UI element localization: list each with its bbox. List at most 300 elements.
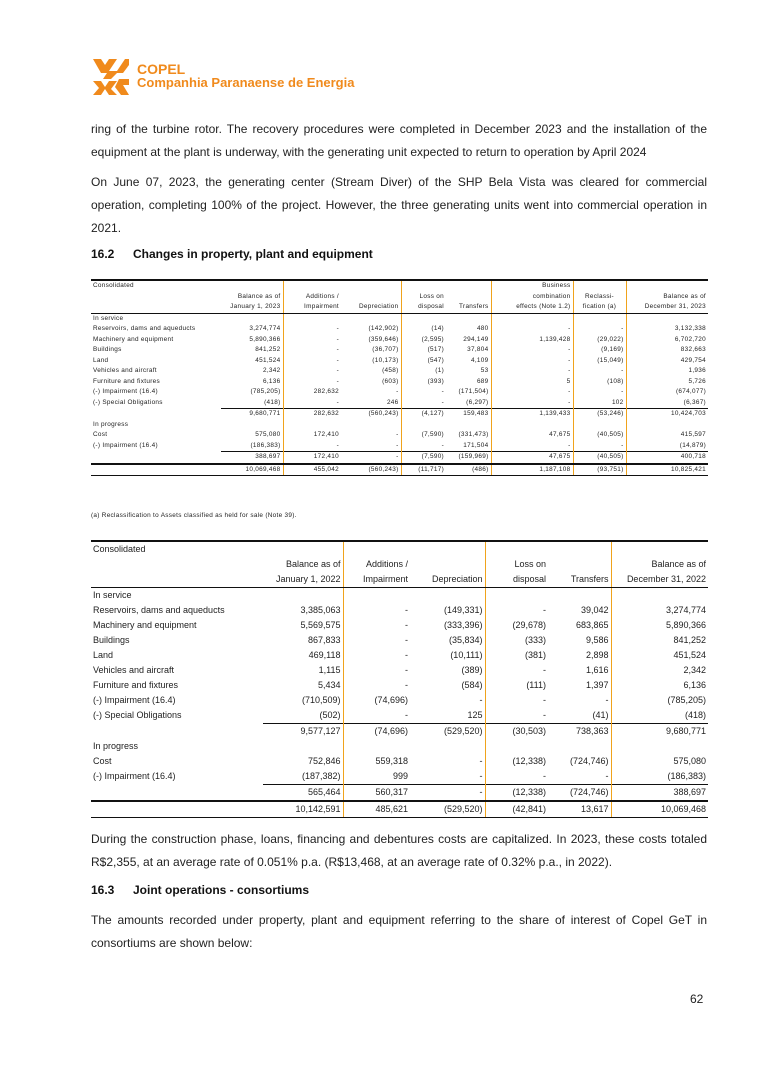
row-label: Cost <box>93 431 108 438</box>
cell-value: (6,297) <box>466 398 489 406</box>
cell-value: (486) <box>446 464 491 476</box>
cell-value: - <box>283 441 341 452</box>
cell-value: (603) <box>382 377 399 385</box>
cell-value: 6,136 <box>611 678 708 693</box>
cell-value: 10,069,468 <box>221 464 283 476</box>
subtotal-in-service <box>91 409 708 420</box>
cell-value: 2,342 <box>611 663 708 678</box>
column-header: January 1, 2022 <box>263 572 343 588</box>
cell-value: 172,410 <box>283 430 341 441</box>
cell-value: 1,139,428 <box>491 335 573 346</box>
table-row <box>91 366 708 377</box>
table-title: Consolidated <box>91 541 263 557</box>
column-header <box>401 280 446 292</box>
table-row <box>91 398 708 409</box>
section-number: 16.2 <box>91 247 115 261</box>
cell-value: (93,751) <box>573 464 626 476</box>
table-row <box>91 464 708 476</box>
cell-value: - <box>485 663 548 678</box>
subtotal-in-progress <box>91 785 708 802</box>
cell-value: - <box>479 771 483 781</box>
table-row <box>91 648 708 663</box>
cell-value: 832,663 <box>626 345 708 356</box>
cell-value: 4,109 <box>471 356 489 364</box>
column-header: December 31, 2023 <box>626 302 708 313</box>
cell-value: 13,617 <box>548 801 611 818</box>
cell-value: (186,383) <box>250 441 281 449</box>
cell-value: - <box>343 708 410 724</box>
column-header: Impairment <box>343 572 410 588</box>
row-label: (-) Impairment (16.4) <box>93 388 158 395</box>
row-label: Reservoirs, dams and aqueducts <box>93 325 196 332</box>
cell-value: 10,069,468 <box>611 801 708 818</box>
column-header: Balance as of <box>237 292 281 300</box>
column-header <box>410 557 485 572</box>
cell-value: (29,022) <box>573 335 626 346</box>
cell-value: (40,505) <box>573 430 626 441</box>
cell-value: 10,424,703 <box>626 409 708 420</box>
cell-value: - <box>341 452 401 464</box>
cell-value: (724,746) <box>548 785 611 802</box>
cell-value: (41) <box>592 710 609 720</box>
cell-value: 841,252 <box>611 633 708 648</box>
cell-value: 125 <box>467 710 483 720</box>
cell-value: (458) <box>382 367 399 374</box>
cell-value: (30,503) <box>485 724 548 740</box>
column-header: December 31, 2022 <box>611 572 708 588</box>
cell-value: 388,697 <box>611 785 708 802</box>
group-label-row <box>91 588 708 604</box>
table-row <box>91 785 708 802</box>
column-header: Transfers <box>446 302 491 313</box>
cell-value: 282,632 <box>283 409 341 420</box>
column-header <box>446 292 491 303</box>
ppe-changes-table-2023 <box>91 279 708 476</box>
cell-value: 3,385,063 <box>300 605 341 615</box>
cell-value: 2,342 <box>263 367 281 374</box>
cell-value: 39,042 <box>580 605 609 615</box>
table-header-row <box>91 292 708 303</box>
cell-value: (547) <box>401 356 446 367</box>
cell-value: 294,149 <box>463 335 489 343</box>
subtotal-in-service <box>91 724 708 740</box>
column-header: January 1, 2023 <box>221 302 283 313</box>
row-label: (-) Impairment (16.4) <box>93 771 176 782</box>
cell-value: 1,616 <box>585 665 609 675</box>
cell-value: 2,898 <box>585 650 609 660</box>
cell-value: (15,049) <box>573 356 626 367</box>
in-progress-rows <box>91 754 708 785</box>
cell-value: - <box>343 648 410 663</box>
cell-value: (12,338) <box>485 754 548 769</box>
subtotal-in-progress <box>91 452 708 464</box>
cell-value: 3,274,774 <box>249 325 281 332</box>
cell-value: - <box>396 431 399 438</box>
cell-value: 388,697 <box>221 452 283 464</box>
table-header-row <box>91 572 708 588</box>
cell-value: 415,597 <box>626 430 708 441</box>
in-service-rows <box>91 324 708 409</box>
section-heading-16-3 <box>91 883 309 897</box>
cell-value: 575,080 <box>611 754 708 769</box>
cell-value: 455,042 <box>283 464 341 476</box>
column-header: Additions / <box>343 557 410 572</box>
cell-value: - <box>396 388 399 395</box>
table-row <box>91 377 708 388</box>
column-header: disposal <box>401 302 446 313</box>
group-label-row <box>91 420 708 431</box>
cell-value: 3,274,774 <box>611 603 708 618</box>
cell-value: 53 <box>480 367 489 374</box>
column-header <box>341 292 401 303</box>
group-label-in-progress: In progress <box>93 420 129 428</box>
cell-value: (418) <box>611 708 708 724</box>
section-number: 16.3 <box>91 883 115 897</box>
table-row <box>91 441 708 452</box>
cell-value: - <box>605 771 609 781</box>
table-row <box>91 409 708 420</box>
column-header <box>341 280 401 292</box>
cell-value: 246 <box>386 398 399 406</box>
row-label: Buildings <box>93 635 130 645</box>
cell-value: 5,890,366 <box>249 335 281 343</box>
group-label-in-service: In service <box>93 314 124 322</box>
cell-value: - <box>343 663 410 678</box>
group-label-in-progress: In progress <box>93 741 139 751</box>
cell-value: (53,246) <box>573 409 626 420</box>
cell-value: 559,318 <box>343 754 410 769</box>
cell-value: (40,505) <box>573 452 626 464</box>
column-header: Additions / <box>283 292 341 303</box>
cell-value: (7,590) <box>401 452 446 464</box>
cell-value: (42,841) <box>485 801 548 818</box>
cell-value: - <box>491 324 573 335</box>
cell-value: (7,590) <box>401 430 446 441</box>
group-label-row <box>91 739 708 754</box>
grand-total <box>91 464 708 476</box>
cell-value: (517) <box>401 345 446 356</box>
paragraph-capitalized-costs: During the construction phase, loans, financing and debentures costs are capitalized. In 2023, these costs totaled R$2,355, at an average rate of 0.051% p.a. (R$13,468, at an average rate of 0.32% p.a., in 2022). <box>91 832 707 869</box>
cell-value: - <box>283 335 341 346</box>
cell-value: 867,833 <box>307 635 341 645</box>
cell-value: - <box>283 324 341 335</box>
cell-value: 1,936 <box>626 366 708 377</box>
cell-value: - <box>479 756 483 766</box>
column-header <box>283 280 341 292</box>
cell-value: (186,383) <box>611 769 708 785</box>
copel-logo <box>93 59 354 95</box>
table-row <box>91 335 708 346</box>
row-label <box>91 785 263 802</box>
table-header-row <box>91 280 708 292</box>
row-label: Furniture and fixtures <box>93 680 179 690</box>
table-row <box>91 452 708 464</box>
cell-value: - <box>401 398 446 409</box>
cell-value: 5,890,366 <box>611 618 708 633</box>
table-row <box>91 769 708 785</box>
cell-value: - <box>573 366 626 377</box>
column-header: fication (a) <box>573 302 626 313</box>
cell-value: 400,718 <box>626 452 708 464</box>
cell-value: - <box>283 356 341 367</box>
cell-value: 5 <box>491 377 573 388</box>
cell-value: (710,509) <box>301 695 341 705</box>
cell-value: (142,902) <box>368 325 399 332</box>
row-label <box>91 452 221 464</box>
cell-value: - <box>573 387 626 398</box>
cell-value: (10,173) <box>372 356 399 364</box>
column-header: Reclassi- <box>573 292 626 303</box>
row-label: (-) Special Obligations <box>93 710 182 721</box>
cell-value: 47,675 <box>491 452 573 464</box>
cell-value: 429,754 <box>626 356 708 367</box>
cell-value: (4,127) <box>401 409 446 420</box>
logo-line1: COPEL <box>137 61 186 77</box>
cell-value: - <box>396 441 399 449</box>
cell-value: (560,243) <box>341 464 401 476</box>
section-title: Changes in property, plant and equipment <box>133 247 373 261</box>
cell-value: - <box>283 366 341 377</box>
cell-value: (502) <box>319 710 341 720</box>
cell-value: 37,804 <box>467 346 489 353</box>
cell-value: 5,726 <box>626 377 708 388</box>
page-number: 62 <box>690 992 704 1006</box>
table-row <box>91 801 708 818</box>
column-header <box>626 280 708 292</box>
cell-value: - <box>491 387 573 398</box>
column-header <box>446 280 491 292</box>
cell-value: (2,595) <box>401 335 446 346</box>
cell-value: - <box>491 398 573 409</box>
cell-value: (29,678) <box>485 618 548 633</box>
cell-value: - <box>573 324 626 335</box>
cell-value: - <box>491 441 573 452</box>
cell-value: (12,338) <box>485 785 548 802</box>
table-footnote: (a) Reclassification to Assets classified as held for sale (Note 39). <box>91 512 297 519</box>
row-label: Buildings <box>93 346 122 353</box>
column-header: Balance as of <box>626 292 708 303</box>
cell-value: - <box>479 695 483 705</box>
cell-value: 565,464 <box>263 785 343 802</box>
table-row <box>91 324 708 335</box>
cell-value: 451,524 <box>255 356 281 364</box>
cell-value: (560,243) <box>341 409 401 420</box>
row-label: (-) Special Obligations <box>93 398 163 406</box>
row-label: Furniture and fixtures <box>93 377 160 385</box>
table-row <box>91 430 708 441</box>
cell-value: (724,746) <box>569 756 609 766</box>
in-progress-rows <box>91 430 708 452</box>
row-label <box>91 409 221 420</box>
column-header: Balance as of <box>611 557 708 572</box>
table-row <box>91 618 708 633</box>
cell-value: - <box>401 441 446 452</box>
table-row <box>91 724 708 740</box>
cell-value: 47,675 <box>491 430 573 441</box>
table-row <box>91 754 708 769</box>
table-row <box>91 663 708 678</box>
paragraph-bela-vista: On June 07, 2023, the generating center (Stream Diver) of the SHP Bela Vista was cleared for commercial operation, completing 100% of the project. However, the three generating units went into commercial operation in 2021. <box>91 175 707 235</box>
row-label: Reservoirs, dams and aqueducts <box>93 605 225 615</box>
cell-value: - <box>401 387 446 398</box>
row-label: Machinery and equipment <box>93 620 197 630</box>
cell-value: 1,139,433 <box>491 409 573 420</box>
cell-value: (674,077) <box>626 387 708 398</box>
table-row <box>91 708 708 724</box>
cell-value: (149,331) <box>443 605 483 615</box>
cell-value: 575,080 <box>255 431 281 438</box>
cell-value: - <box>485 603 548 618</box>
cell-value: 1,115 <box>318 665 341 675</box>
in-service-rows <box>91 603 708 724</box>
cell-value: 10,142,591 <box>263 801 343 818</box>
column-header: Depreciation <box>341 302 401 313</box>
cell-value: - <box>343 633 410 648</box>
column-header: Loss on <box>401 292 446 303</box>
table-header-row <box>91 557 708 572</box>
cell-value: (9,169) <box>573 345 626 356</box>
table-row <box>91 603 708 618</box>
column-header: Impairment <box>283 302 341 313</box>
cell-value: - <box>343 618 410 633</box>
cell-value: - <box>491 366 573 377</box>
column-header: Depreciation <box>410 572 485 588</box>
cell-value: (35,834) <box>448 635 483 645</box>
cell-value: 5,569,575 <box>300 620 341 630</box>
cell-value: (159,969) <box>446 452 491 464</box>
row-label <box>91 464 221 476</box>
cell-value: - <box>491 356 573 367</box>
cell-value: (785,205) <box>611 693 708 708</box>
row-label <box>91 801 263 818</box>
cell-value: 485,621 <box>343 801 410 818</box>
table-row <box>91 633 708 648</box>
group-label-in-service: In service <box>93 590 132 600</box>
table-row <box>91 387 708 398</box>
cell-value: (36,707) <box>372 346 399 353</box>
cell-value: 683,865 <box>575 620 609 630</box>
cell-value: - <box>343 678 410 693</box>
ppe-changes-table-2022 <box>91 540 708 818</box>
table-row <box>91 693 708 708</box>
table-row <box>91 678 708 693</box>
cell-value: - <box>491 345 573 356</box>
logo-line2: Companhia Paranaense de Energia <box>137 75 355 90</box>
cell-value: 738,363 <box>548 724 611 740</box>
cell-value: (333) <box>485 633 548 648</box>
row-label: Cost <box>93 756 112 766</box>
column-header: combination <box>491 292 573 303</box>
cell-value: - <box>485 708 548 724</box>
paragraph-turbine-recovery: ring of the turbine rotor. The recovery procedures were completed in December 2023 and the installation of the equipment at the plant is underway, with the generating unit expected to return to operation by April 2024 <box>91 122 707 159</box>
cell-value: (14) <box>401 324 446 335</box>
cell-value: 282,632 <box>283 387 341 398</box>
cell-value: 1,397 <box>585 680 609 690</box>
cell-value: 9,586 <box>585 635 609 645</box>
cell-value: (10,111) <box>450 650 483 660</box>
cell-value: 10,825,421 <box>626 464 708 476</box>
copel-logo-icon <box>93 59 129 95</box>
cell-value: 9,680,771 <box>611 724 708 740</box>
cell-value: 102 <box>573 398 626 409</box>
column-header: effects (Note 1.2) <box>491 302 573 313</box>
cell-value: (418) <box>264 398 281 406</box>
row-label: Vehicles and aircraft <box>93 367 157 374</box>
cell-value: 752,846 <box>307 756 341 766</box>
cell-value: (11,717) <box>401 464 446 476</box>
row-label: (-) Impairment (16.4) <box>93 695 176 705</box>
column-header: disposal <box>485 572 548 588</box>
cell-value: 9,680,771 <box>221 409 283 420</box>
cell-value: 159,483 <box>446 409 491 420</box>
cell-value: - <box>605 695 609 705</box>
cell-value: (529,520) <box>410 801 485 818</box>
cell-value: 6,136 <box>263 377 281 385</box>
grand-total <box>91 801 708 818</box>
cell-value: - <box>283 377 341 388</box>
cell-value: (111) <box>485 678 548 693</box>
section-title: Joint operations - consortiums <box>133 883 310 897</box>
row-label <box>91 724 263 740</box>
cell-value: (333,396) <box>443 620 483 630</box>
cell-value: (393) <box>401 377 446 388</box>
cell-value: (331,473) <box>458 431 489 438</box>
column-header: Balance as of <box>285 559 341 569</box>
section-heading-16-2 <box>91 247 373 261</box>
cell-value: - <box>410 785 485 802</box>
cell-value: (529,520) <box>410 724 485 740</box>
cell-value: - <box>343 603 410 618</box>
cell-value: - <box>485 693 548 708</box>
row-label: Land <box>93 650 114 660</box>
cell-value: (187,382) <box>301 771 341 781</box>
cell-value: 480 <box>476 325 489 332</box>
cell-value: (74,696) <box>343 693 410 708</box>
cell-value: 469,118 <box>308 650 341 660</box>
cell-value: 841,252 <box>255 346 281 353</box>
column-header: Transfers <box>548 572 611 588</box>
column-header <box>221 280 283 292</box>
column-header <box>573 280 626 292</box>
cell-value: 3,132,338 <box>626 324 708 335</box>
row-label: Vehicles and aircraft <box>93 665 175 675</box>
cell-value: 689 <box>476 377 489 385</box>
row-label: Land <box>93 356 109 364</box>
paragraph-consortiums: The amounts recorded under property, plant and equipment referring to the share of interest of Copel GeT in consortiums are shown below: <box>91 913 707 950</box>
cell-value: - <box>485 769 548 785</box>
row-label: (-) Impairment (16.4) <box>93 441 158 449</box>
table-title: Consolidated <box>91 280 221 292</box>
cell-value: 560,317 <box>343 785 410 802</box>
cell-value: (108) <box>573 377 626 388</box>
cell-value: 451,524 <box>611 648 708 663</box>
table-header-row <box>91 302 708 313</box>
row-label: Machinery and equipment <box>93 335 174 343</box>
logo-text <box>137 62 354 90</box>
cell-value: 5,434 <box>317 680 341 690</box>
cell-value: (381) <box>485 648 548 663</box>
cell-value: (785,205) <box>250 388 281 395</box>
cell-value: 1,187,108 <box>491 464 573 476</box>
cell-value: (171,504) <box>458 388 489 395</box>
cell-value: (359,646) <box>368 335 399 343</box>
cell-value: 999 <box>343 769 410 785</box>
cell-value: 172,410 <box>283 452 341 464</box>
cell-value: 9,577,127 <box>263 724 343 740</box>
column-header <box>548 557 611 572</box>
cell-value: (584) <box>461 680 483 690</box>
cell-value: (6,367) <box>626 398 708 409</box>
